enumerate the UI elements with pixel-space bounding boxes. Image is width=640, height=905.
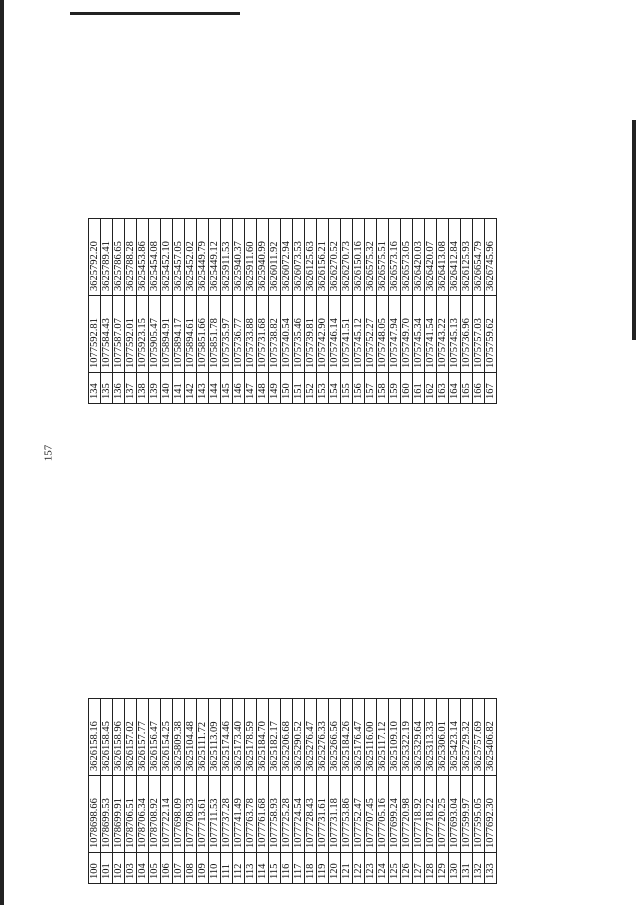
point-number-cell: 131	[461, 853, 473, 884]
x-coordinate-cell: 1075736.77	[233, 296, 245, 373]
table-row	[221, 219, 233, 404]
x-coordinate-cell: 1077595.05	[473, 776, 485, 853]
y-coordinate-cell: 3625276.47	[305, 699, 317, 776]
y-coordinate-cell: 3625457.05	[173, 219, 185, 296]
point-number-cell: 143	[197, 373, 209, 404]
y-coordinate-cell: 3625911.53	[221, 219, 233, 296]
y-coordinate-cell: 3625406.82	[485, 699, 497, 776]
table-row	[161, 219, 173, 404]
y-coordinate-cell: 3626573.05	[401, 219, 413, 296]
x-coordinate-cell: 1075745.12	[353, 296, 365, 373]
point-number-cell: 134	[89, 373, 101, 404]
y-coordinate-cell: 3626154.25	[161, 699, 173, 776]
coordinate-table	[88, 698, 497, 884]
table-row	[413, 219, 425, 404]
y-coordinate-cell: 3625182.17	[269, 699, 281, 776]
y-coordinate-cell: 3626654.79	[473, 219, 485, 296]
point-number-cell: 102	[113, 853, 125, 884]
point-number-cell: 107	[173, 853, 185, 884]
point-number-cell: 149	[269, 373, 281, 404]
point-number-cell: 139	[149, 373, 161, 404]
y-coordinate-cell: 3626157.77	[137, 699, 149, 776]
x-coordinate-cell: 1077761.68	[257, 776, 269, 853]
x-coordinate-cell: 1077698.09	[173, 776, 185, 853]
x-coordinate-cell: 1077731.18	[329, 776, 341, 853]
y-coordinate-cell: 3625452.10	[161, 219, 173, 296]
y-coordinate-cell: 3625109.10	[389, 699, 401, 776]
y-coordinate-cell: 3625306.01	[437, 699, 449, 776]
y-coordinate-cell: 3625454.08	[149, 219, 161, 296]
table-row	[365, 219, 377, 404]
x-coordinate-cell: 1075741.54	[425, 296, 437, 373]
x-coordinate-cell: 1077711.53	[209, 776, 221, 853]
point-number-cell: 115	[269, 853, 281, 884]
table-row	[293, 699, 305, 884]
x-coordinate-cell: 1077718.22	[425, 776, 437, 853]
table-row	[257, 219, 269, 404]
point-number-cell: 162	[425, 373, 437, 404]
table-row	[449, 219, 461, 404]
x-coordinate-cell: 1075905.47	[149, 296, 161, 373]
y-coordinate-cell: 3626412.84	[449, 219, 461, 296]
y-coordinate-cell: 3625173.40	[233, 699, 245, 776]
x-coordinate-cell: 1075742.90	[317, 296, 329, 373]
point-number-cell: 126	[401, 853, 413, 884]
y-coordinate-cell: 3626158.45	[101, 699, 113, 776]
point-number-cell: 112	[233, 853, 245, 884]
x-coordinate-cell: 1075735.97	[221, 296, 233, 373]
x-coordinate-cell: 1077731.61	[317, 776, 329, 853]
x-coordinate-cell: 1075851.66	[197, 296, 209, 373]
table-row	[149, 219, 161, 404]
x-coordinate-cell: 1077584.43	[101, 296, 113, 373]
y-coordinate-cell: 3626745.96	[485, 219, 497, 296]
x-coordinate-cell: 1075738.82	[269, 296, 281, 373]
point-number-cell: 133	[485, 853, 497, 884]
y-coordinate-cell: 3625449.12	[209, 219, 221, 296]
point-number-cell: 165	[461, 373, 473, 404]
point-number-cell: 127	[413, 853, 425, 884]
table-row	[473, 699, 485, 884]
table-row	[305, 219, 317, 404]
point-number-cell: 105	[149, 853, 161, 884]
table-row	[269, 219, 281, 404]
point-number-cell: 136	[113, 373, 125, 404]
x-coordinate-cell: 1075743.22	[437, 296, 449, 373]
x-coordinate-cell: 1077592.81	[89, 296, 101, 373]
y-coordinate-cell: 3626413.08	[437, 219, 449, 296]
point-number-cell: 156	[353, 373, 365, 404]
y-coordinate-cell: 3626072.94	[281, 219, 293, 296]
point-number-cell: 114	[257, 853, 269, 884]
y-coordinate-cell: 3625184.26	[341, 699, 353, 776]
x-coordinate-cell: 1075741.51	[341, 296, 353, 373]
table-row	[329, 219, 341, 404]
table-row	[461, 219, 473, 404]
table-row	[197, 219, 209, 404]
point-number-cell: 148	[257, 373, 269, 404]
table-row	[353, 219, 365, 404]
point-number-cell: 160	[401, 373, 413, 404]
point-number-cell: 164	[449, 373, 461, 404]
table-row	[389, 219, 401, 404]
point-number-cell: 123	[365, 853, 377, 884]
table-row	[377, 219, 389, 404]
point-number-cell: 137	[125, 373, 137, 404]
y-coordinate-cell: 3625940.37	[233, 219, 245, 296]
table-row	[365, 699, 377, 884]
table-row	[485, 219, 497, 404]
scan-bar-top	[70, 12, 240, 15]
y-coordinate-cell: 3625792.20	[89, 219, 101, 296]
x-coordinate-cell: 1077713.61	[197, 776, 209, 853]
point-number-cell: 159	[389, 373, 401, 404]
point-number-cell: 106	[161, 853, 173, 884]
table-row	[425, 699, 437, 884]
table-row	[269, 699, 281, 884]
table-row	[89, 219, 101, 404]
table-row	[125, 219, 137, 404]
x-coordinate-cell: 1077737.28	[221, 776, 233, 853]
point-number-cell: 154	[329, 373, 341, 404]
table-row	[173, 219, 185, 404]
coordinate-table-wrap	[88, 548, 496, 884]
y-coordinate-cell: 3625789.41	[101, 219, 113, 296]
table-row	[89, 699, 101, 884]
coordinate-table-wrap	[88, 140, 496, 404]
x-coordinate-cell: 1077728.43	[305, 776, 317, 853]
point-number-cell: 157	[365, 373, 377, 404]
x-coordinate-cell: 1078708.92	[149, 776, 161, 853]
scan-bar-right	[632, 120, 636, 340]
table-row	[113, 219, 125, 404]
y-coordinate-cell: 3625178.59	[245, 699, 257, 776]
table-row	[425, 219, 437, 404]
y-coordinate-cell: 3625449.79	[197, 219, 209, 296]
point-number-cell: 116	[281, 853, 293, 884]
table-row	[221, 699, 233, 884]
point-number-cell: 135	[101, 373, 113, 404]
x-coordinate-cell: 1077741.49	[233, 776, 245, 853]
table-row	[437, 219, 449, 404]
point-number-cell: 138	[137, 373, 149, 404]
table-row	[281, 219, 293, 404]
y-coordinate-cell: 3625104.48	[185, 699, 197, 776]
table-row	[137, 699, 149, 884]
y-coordinate-cell: 3625290.52	[293, 699, 305, 776]
x-coordinate-cell: 1075748.05	[377, 296, 389, 373]
table-row	[125, 699, 137, 884]
point-number-cell: 153	[317, 373, 329, 404]
y-coordinate-cell: 3625313.33	[425, 699, 437, 776]
point-number-cell: 110	[209, 853, 221, 884]
y-coordinate-cell: 3625329.64	[413, 699, 425, 776]
x-coordinate-cell: 1077758.93	[269, 776, 281, 853]
x-coordinate-cell: 1075733.88	[245, 296, 257, 373]
y-coordinate-cell: 3625729.32	[461, 699, 473, 776]
table-row	[245, 219, 257, 404]
y-coordinate-cell: 3625423.14	[449, 699, 461, 776]
point-number-cell: 103	[125, 853, 137, 884]
x-coordinate-cell: 1075739.81	[305, 296, 317, 373]
table-row	[353, 699, 365, 884]
point-number-cell: 132	[473, 853, 485, 884]
x-coordinate-cell: 1075923.15	[137, 296, 149, 373]
y-coordinate-cell: 3625184.70	[257, 699, 269, 776]
x-coordinate-cell: 1077592.01	[125, 296, 137, 373]
point-number-cell: 142	[185, 373, 197, 404]
x-coordinate-cell: 1077718.92	[413, 776, 425, 853]
point-number-cell: 118	[305, 853, 317, 884]
x-coordinate-cell: 1075731.68	[257, 296, 269, 373]
point-number-cell: 146	[233, 373, 245, 404]
point-number-cell: 151	[293, 373, 305, 404]
table-row	[257, 699, 269, 884]
x-coordinate-cell: 1075749.70	[401, 296, 413, 373]
table-row	[401, 699, 413, 884]
point-number-cell: 147	[245, 373, 257, 404]
x-coordinate-cell: 1075745.34	[413, 296, 425, 373]
y-coordinate-cell: 3626575.51	[377, 219, 389, 296]
table-row	[329, 699, 341, 884]
y-coordinate-cell: 3625322.19	[401, 699, 413, 776]
point-number-cell: 140	[161, 373, 173, 404]
y-coordinate-cell: 3626157.02	[125, 699, 137, 776]
y-coordinate-cell: 3626156.21	[317, 219, 329, 296]
table-row	[317, 219, 329, 404]
point-number-cell: 108	[185, 853, 197, 884]
table-row	[185, 219, 197, 404]
table-row	[197, 699, 209, 884]
table-row	[185, 699, 197, 884]
table-row	[473, 219, 485, 404]
x-coordinate-cell: 1077692.30	[485, 776, 497, 853]
point-number-cell: 119	[317, 853, 329, 884]
x-coordinate-cell: 1075747.94	[389, 296, 401, 373]
table-row	[485, 699, 497, 884]
x-coordinate-cell: 1077720.98	[401, 776, 413, 853]
table-row	[245, 699, 257, 884]
y-coordinate-cell: 3626270.73	[341, 219, 353, 296]
x-coordinate-cell: 1077705.16	[377, 776, 389, 853]
y-coordinate-cell: 3625276.33	[317, 699, 329, 776]
point-number-cell: 167	[485, 373, 497, 404]
y-coordinate-cell: 3625176.47	[353, 699, 365, 776]
table-row	[149, 699, 161, 884]
x-coordinate-cell: 1078699.91	[113, 776, 125, 853]
table-row	[401, 219, 413, 404]
point-number-cell: 100	[89, 853, 101, 884]
y-coordinate-cell: 3625757.69	[473, 699, 485, 776]
table-row	[209, 219, 221, 404]
y-coordinate-cell: 3625788.28	[125, 219, 137, 296]
point-number-cell: 130	[449, 853, 461, 884]
y-coordinate-cell: 3625113.09	[209, 699, 221, 776]
y-coordinate-cell: 3625117.12	[377, 699, 389, 776]
x-coordinate-cell: 1077763.78	[245, 776, 257, 853]
table-row	[161, 699, 173, 884]
y-coordinate-cell: 3626125.93	[461, 219, 473, 296]
y-coordinate-cell: 3626073.53	[293, 219, 305, 296]
table-row	[305, 699, 317, 884]
page-number: 157	[42, 444, 55, 462]
y-coordinate-cell: 3626575.32	[365, 219, 377, 296]
point-number-cell: 158	[377, 373, 389, 404]
point-number-cell: 144	[209, 373, 221, 404]
x-coordinate-cell: 1075740.54	[281, 296, 293, 373]
x-coordinate-cell: 1075894.91	[161, 296, 173, 373]
table-row	[389, 699, 401, 884]
point-number-cell: 129	[437, 853, 449, 884]
x-coordinate-cell: 1078699.53	[101, 776, 113, 853]
x-coordinate-cell: 1078706.34	[137, 776, 149, 853]
x-coordinate-cell: 1077693.04	[449, 776, 461, 853]
y-coordinate-cell: 3625266.56	[329, 699, 341, 776]
x-coordinate-cell: 1075894.17	[173, 296, 185, 373]
table-row	[377, 699, 389, 884]
x-coordinate-cell: 1077699.24	[389, 776, 401, 853]
point-number-cell: 150	[281, 373, 293, 404]
table-row	[437, 699, 449, 884]
x-coordinate-cell: 1078698.66	[89, 776, 101, 853]
table-row	[341, 699, 353, 884]
coordinate-table	[88, 218, 497, 404]
y-coordinate-cell: 3626150.16	[353, 219, 365, 296]
table-row	[233, 699, 245, 884]
y-coordinate-cell: 3625940.99	[257, 219, 269, 296]
point-number-cell: 145	[221, 373, 233, 404]
table-row	[209, 699, 221, 884]
table-row	[341, 219, 353, 404]
scan-edge-left	[0, 0, 4, 905]
y-coordinate-cell: 3625452.02	[185, 219, 197, 296]
table-row	[293, 219, 305, 404]
point-number-cell: 163	[437, 373, 449, 404]
x-coordinate-cell: 1075752.27	[365, 296, 377, 373]
x-coordinate-cell: 1075736.96	[461, 296, 473, 373]
y-coordinate-cell: 3626158.16	[89, 699, 101, 776]
x-coordinate-cell: 1077753.86	[341, 776, 353, 853]
x-coordinate-cell: 1075759.62	[485, 296, 497, 373]
y-coordinate-cell: 3626125.63	[305, 219, 317, 296]
x-coordinate-cell: 1077720.25	[437, 776, 449, 853]
point-number-cell: 111	[221, 853, 233, 884]
y-coordinate-cell: 3625786.65	[113, 219, 125, 296]
point-number-cell: 120	[329, 853, 341, 884]
table-row	[461, 699, 473, 884]
point-number-cell: 141	[173, 373, 185, 404]
x-coordinate-cell: 1075851.78	[209, 296, 221, 373]
point-number-cell: 124	[377, 853, 389, 884]
table-row	[113, 699, 125, 884]
x-coordinate-cell: 1077724.54	[293, 776, 305, 853]
point-number-cell: 166	[473, 373, 485, 404]
y-coordinate-cell: 3625911.60	[245, 219, 257, 296]
table-row	[101, 699, 113, 884]
y-coordinate-cell: 3626270.52	[329, 219, 341, 296]
table-row	[413, 699, 425, 884]
y-coordinate-cell: 3626573.16	[389, 219, 401, 296]
y-coordinate-cell: 3625206.68	[281, 699, 293, 776]
x-coordinate-cell: 1075735.46	[293, 296, 305, 373]
y-coordinate-cell: 3625453.86	[137, 219, 149, 296]
point-number-cell: 117	[293, 853, 305, 884]
y-coordinate-cell: 3625174.46	[221, 699, 233, 776]
table-row	[173, 699, 185, 884]
point-number-cell: 109	[197, 853, 209, 884]
table-row	[233, 219, 245, 404]
point-number-cell: 152	[305, 373, 317, 404]
point-number-cell: 113	[245, 853, 257, 884]
y-coordinate-cell: 3626156.47	[149, 699, 161, 776]
x-coordinate-cell: 1077722.14	[161, 776, 173, 853]
x-coordinate-cell: 1077725.28	[281, 776, 293, 853]
table-row	[317, 699, 329, 884]
y-coordinate-cell: 3626011.92	[269, 219, 281, 296]
y-coordinate-cell: 3626420.03	[413, 219, 425, 296]
x-coordinate-cell: 1077599.97	[461, 776, 473, 853]
x-coordinate-cell: 1077752.47	[353, 776, 365, 853]
point-number-cell: 122	[353, 853, 365, 884]
x-coordinate-cell: 1078706.51	[125, 776, 137, 853]
x-coordinate-cell: 1075894.61	[185, 296, 197, 373]
point-number-cell: 104	[137, 853, 149, 884]
point-number-cell: 155	[341, 373, 353, 404]
x-coordinate-cell: 1075757.03	[473, 296, 485, 373]
table-row	[449, 699, 461, 884]
table-row	[101, 219, 113, 404]
y-coordinate-cell: 3626158.96	[113, 699, 125, 776]
x-coordinate-cell: 1075746.14	[329, 296, 341, 373]
point-number-cell: 125	[389, 853, 401, 884]
y-coordinate-cell: 3625116.00	[365, 699, 377, 776]
table-row	[281, 699, 293, 884]
x-coordinate-cell: 1075745.13	[449, 296, 461, 373]
y-coordinate-cell: 3626420.07	[425, 219, 437, 296]
point-number-cell: 101	[101, 853, 113, 884]
x-coordinate-cell: 1077708.33	[185, 776, 197, 853]
table-row	[137, 219, 149, 404]
x-coordinate-cell: 1077587.07	[113, 296, 125, 373]
x-coordinate-cell: 1077707.45	[365, 776, 377, 853]
y-coordinate-cell: 3625809.38	[173, 699, 185, 776]
point-number-cell: 161	[413, 373, 425, 404]
point-number-cell: 121	[341, 853, 353, 884]
y-coordinate-cell: 3625111.72	[197, 699, 209, 776]
point-number-cell: 128	[425, 853, 437, 884]
